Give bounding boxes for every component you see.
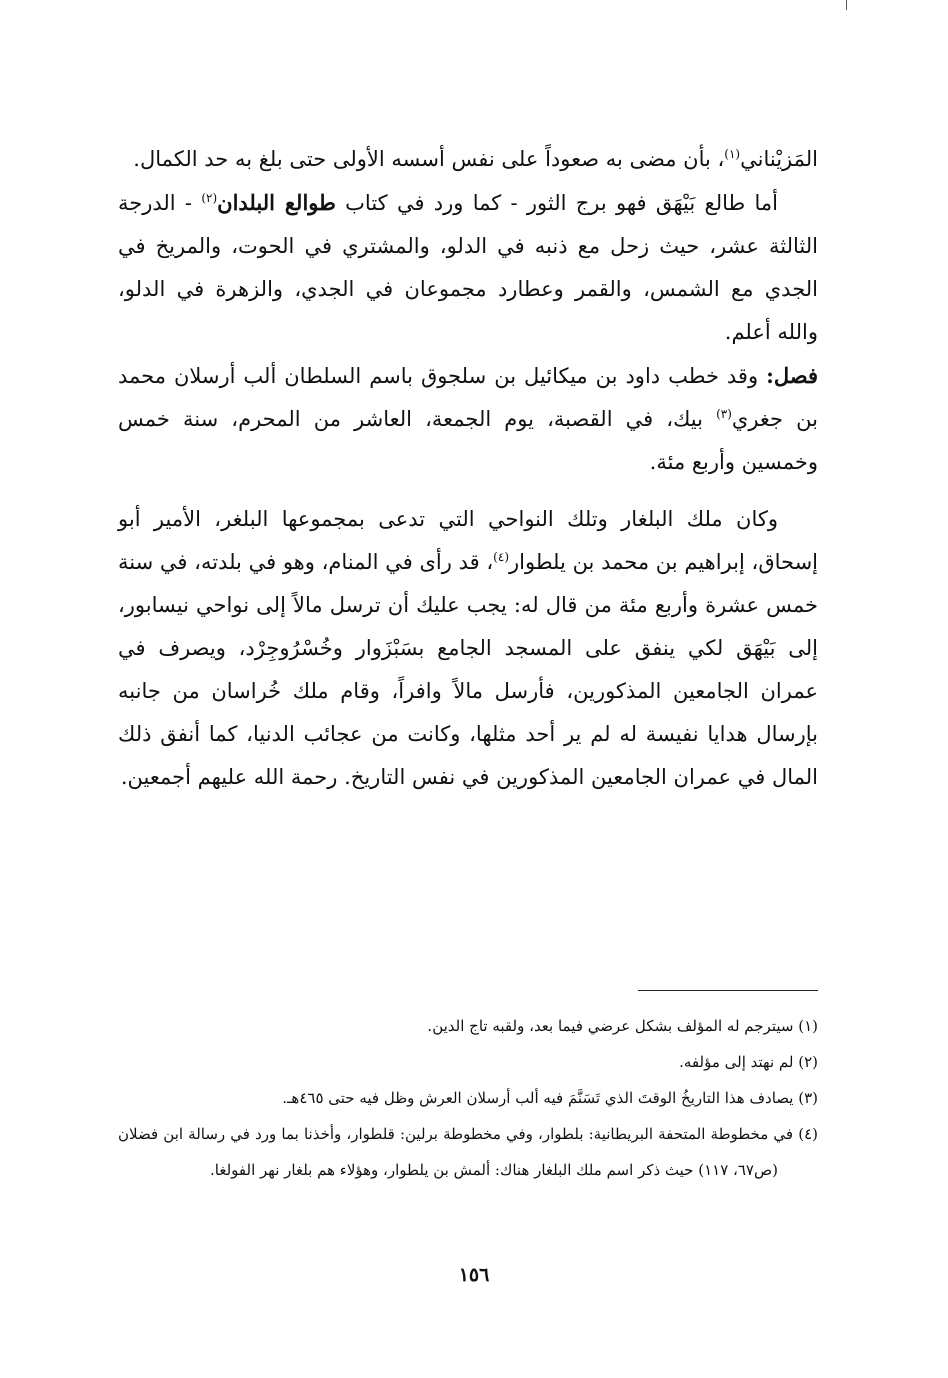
p2-book-title: طوالع البلدان: [217, 190, 336, 215]
footnote-4-continuation: (ص٦٧، ١١٧) حيث ذكر اسم ملك البلغار هناك: ألمش بن يلطوار، وهؤلاء هم بلغار نهر الفولغا.: [210, 1161, 778, 1179]
p4-text-a: وكان ملك البلغار وتلك النواحي التي تدعى بمجموعها البلغر، الأمير أبو إسحاق، إبراهيم بن محمد بن يلطوار: [118, 507, 818, 574]
p1-text-a: المَزيْناني: [740, 147, 818, 171]
paragraph-4: [118, 498, 818, 799]
footnote-ref-4: (٤): [493, 550, 509, 564]
p4-text-b: ، قد رأى في المنام، وهو في بلدته، في سنة خمس عشرة وأربع مئة من قال له: يجب عليك أن ترسل مالاً إلى نواحي نيسابور، إلى بَيْهَق لكي ينفق على المسجد الجامع بسَبْزَوار وخُسْرُوجِرْد، ويصرف في عمران الجامعين المذكورين، فأرسل مالاً وافراً، وقام ملك خُراسان من جانبه بإرسال هدايا نفيسة له لم ير أحد مثلها، وكانت من عجائب الدنيا، كما أنفق ذلك المال في عمران الجامعين المذكورين في نفس التاريخ. رحمة الله عليهم أجمعين.: [118, 550, 818, 789]
footnote-4: (٤) في مخطوطة المتحفة البريطانية: بلطوار، وفي مخطوطة برلين: قلطوار، وأخذنا بما ورد في رسالة ابن فضلان: [118, 1125, 818, 1143]
footnote-separator: [638, 990, 818, 991]
paragraph-1: [118, 138, 818, 181]
footnotes: [118, 1008, 818, 1188]
p3-text-a: وقد خطب داود بن ميكائيل بن سلجوق باسم السلطان ألب أرسلان محمد بن جغري: [118, 364, 818, 431]
page-number: ١٥٦: [458, 1264, 490, 1286]
footnote-ref-2: (٢): [201, 191, 218, 205]
scan-mark: [846, 0, 847, 10]
p3-section-label: فصل:: [766, 363, 818, 388]
footnote-ref-3: (٣): [716, 407, 732, 421]
footnote-1: (١) سيترجم له المؤلف بشكل عرضي فيما بعد، ولقبه تاج الدين.: [427, 1017, 818, 1035]
p1-text-b: ، بأن مضى به صعوداً على نفس أسسه الأولى حتى بلغ به حد الكمال.: [133, 147, 725, 171]
footnote-3: (٣) يصادف هذا التاريخُ الوقتَ الذي تَسَنَّمَ فيه ألب أرسلان العرش وظل فيه حتى ٤٦٥هـ.: [282, 1089, 818, 1107]
footnote-2: (٢) لم نهتد إلى مؤلفه.: [679, 1053, 818, 1071]
paragraph-2: [118, 181, 818, 354]
paragraph-3: [118, 354, 818, 484]
main-text: [118, 138, 818, 799]
p2-text-a: أما طالع بَيْهَق فهو برج الثور - كما ورد في كتاب: [345, 191, 778, 215]
p2-text-c: - الدرجة الثالثة عشر، حيث زحل مع ذنبه في الدلو، والمشتري في الحوت، والمريخ في الجدي مع الشمس، والقمر وعطارد مجموعان في الجدي، والزهرة في الدلو، والله أعلم.: [118, 191, 818, 344]
footnote-ref-1: (١): [724, 147, 741, 161]
p3-text-b: بيك، في القصبة، يوم الجمعة، العاشر من المحرم، سنة خمس وخمسين وأربع مئة.: [118, 407, 818, 474]
